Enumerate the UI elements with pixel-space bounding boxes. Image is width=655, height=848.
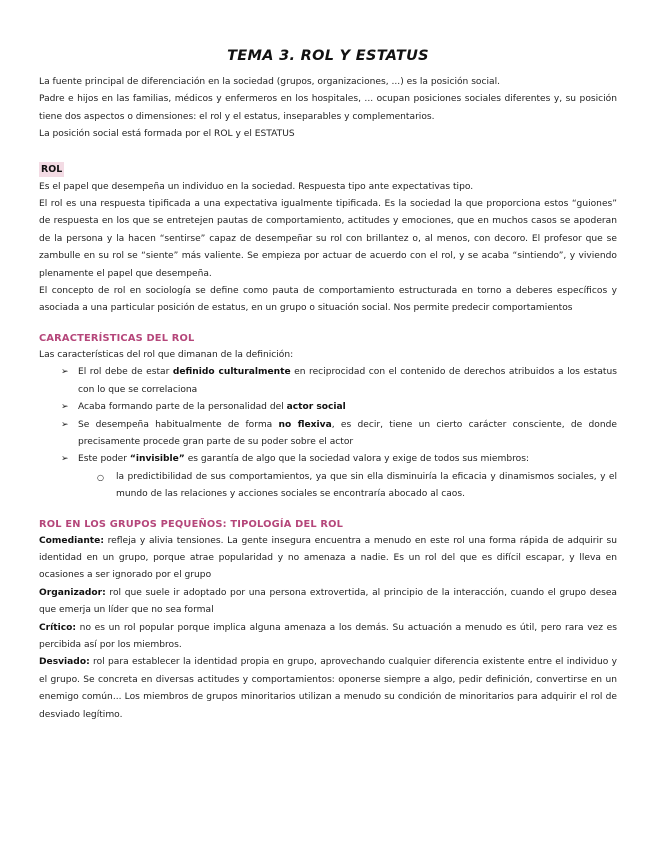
grupos-item-comediante: Comediante: refleja y alivia tensiones. La gente insegura encuentra a menudo en este rol una forma rápida de adquirir su identidad en un grupo, porque atrae popularidad y no amenaza a nadie. Es un rol del que es difícil escapar, y lleva en ocasiones a ser ignorado por el grupo	[39, 535, 617, 581]
grupos-heading: ROL EN LOS GRUPOS PEQUEÑOS: TIPOLOGÍA DEL ROL	[39, 518, 344, 530]
rol-paragraph-1: Es el papel que desempeña un individuo en la sociedad. Respuesta tipo ante expectativas tipo.	[39, 181, 474, 192]
arrow-bullet-icon: ➢	[61, 454, 69, 465]
circle-bullet-icon: ○	[97, 472, 104, 482]
rol-paragraph-3: El concepto de rol en sociología se define como pauta de comportamiento estructurada en torno a deberes específicos y asociada a una particular posición de estatus, en un grupo o situación social. Nos permite predecir comportamientos	[39, 286, 617, 314]
sub-list-item: ○ la predictibilidad de sus comportamientos, ya que sin ella disminuiría la eficacia y dinamismos sociales, y el mundo de las relaciones y acciones sociales se encontraría abocado al caos.	[39, 469, 617, 504]
bold-term: actor social	[286, 402, 346, 413]
caracteristicas-intro: Las características del rol que dimanan de la definición:	[39, 349, 294, 360]
bold-term: no flexiva	[278, 419, 332, 430]
list-item: ➢ Se desempeña habitualmente de forma no flexiva, es decir, tiene un cierto carácter consciente, de donde precisamente procede gran parte de su poder sobre el actor	[39, 417, 617, 452]
bold-term: “invisible”	[129, 454, 185, 465]
arrow-bullet-icon: ➢	[61, 402, 69, 413]
bold-term: definido culturalmente	[172, 367, 291, 378]
intro-paragraph-3: La posición social está formada por el ROL y el ESTATUS	[39, 129, 295, 140]
caracteristicas-list	[39, 364, 617, 468]
list-item: ➢ El rol debe de estar definido culturalmente en reciprocidad con el contenido de derechos atribuidos a los estatus con lo que se correlaciona	[39, 364, 617, 399]
grupos-item-organizador: Organizador: rol que suele ir adoptado por una persona extrovertida, al principio de la interacción, cuando el grupo desea que emerja un líder que no sea formal	[39, 587, 617, 616]
arrow-bullet-icon: ➢	[61, 419, 69, 430]
list-item: ➢ Acaba formando parte de la personalidad del actor social	[39, 399, 617, 416]
intro-paragraph-1: La fuente principal de diferenciación en la sociedad (grupos, organizaciones, ...) es la posición social.	[39, 77, 501, 87]
grupos-item-desviado: Desviado: rol para establecer la identidad propia en grupo, aprovechando cualquier diferencia existente entre el individuo y el grupo. Se concreta en diversas actitudes y comportamientos: oponerse siempre a algo, pedir definición, convertirse en un enemigo común... Los miembros de grupos minoritarios utilizan a menudo su condición de minoritarios para adquirir el rol de desviado legítimo.	[39, 657, 617, 720]
caracteristicas-heading: CARACTERÍSTICAS DEL ROL	[39, 332, 195, 344]
page-title: TEMA 3. ROL Y ESTATUS	[227, 48, 429, 64]
arrow-bullet-icon: ➢	[61, 367, 69, 378]
list-item: ➢ Este poder “invisible” es garantía de algo que la sociedad valora y exige de todos sus miembros:	[39, 451, 617, 468]
grupos-item-critico: Crítico: no es un rol popular porque implica alguna amenaza a los demás. Su actuación a menudo es útil, pero rara vez es percibida así por los miembros.	[39, 622, 617, 650]
intro-paragraph-2: Padre e hijos en las familias, médicos y enfermeros en los hospitales, ... ocupan posiciones sociales diferentes y, su posición tiene dos aspectos o dimensiones: el rol y el estatus, inseparables y complementarios.	[39, 94, 617, 122]
caracteristicas-sublist	[39, 469, 617, 504]
rol-heading: ROL	[41, 163, 63, 175]
rol-paragraph-2: El rol es una respuesta tipificada a una expectativa igualmente tipificada. Es la sociedad la que proporciona estos “guiones” de respuesta en los que se entretejen pautas de comportamiento, actitudes y emociones, que en muchos casos se apoderan de la persona y la hacen “sentirse” capaz de desempeñar su rol con brillantez o, al menos, con decoro. El profesor que se zambulle en su rol se “siente” más valiente. Se empieza por actuar de acuerdo con el rol, y se acaba “sintiendo”, y viviendo plenamente el papel que desempeña.	[39, 199, 617, 279]
